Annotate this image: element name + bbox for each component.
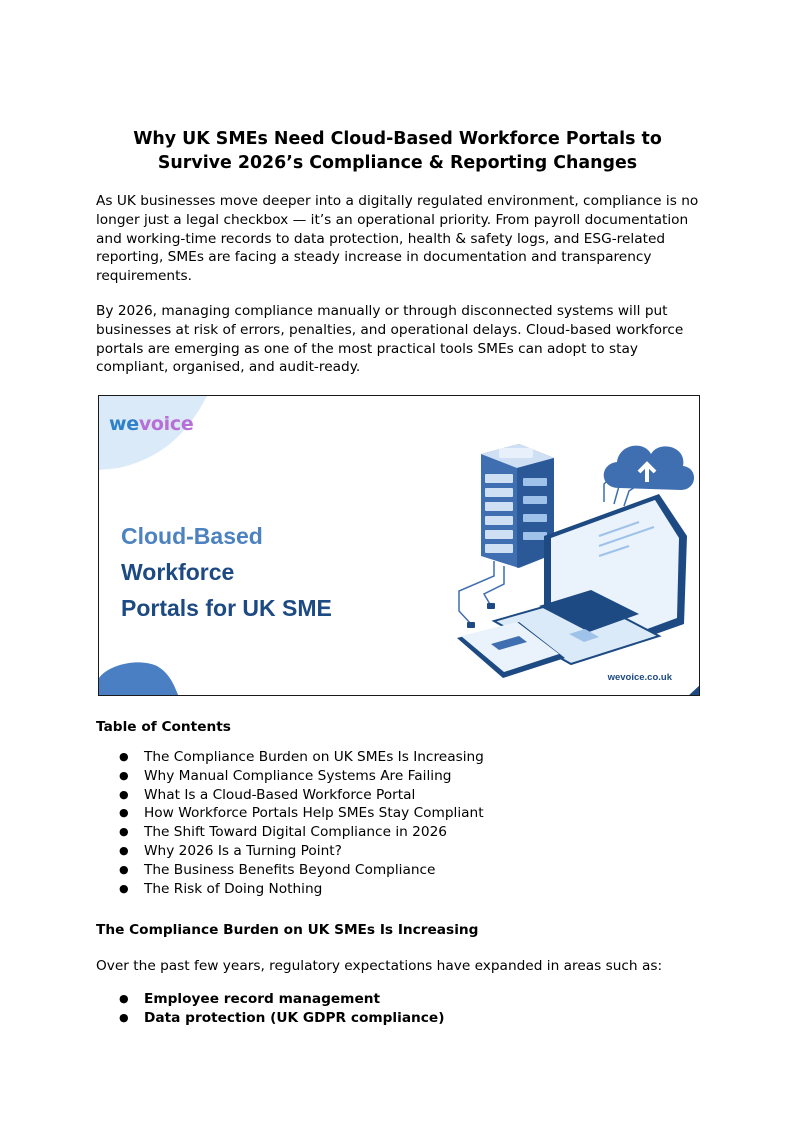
list-item-label: Data protection (UK GDPR compliance) <box>144 1009 445 1026</box>
compliance-areas-list <box>96 990 444 1028</box>
toc-heading: Table of Contents <box>96 719 231 735</box>
paragraph-line: longer just a legal checkbox — it’s an operational priority. From payroll documentation <box>96 211 689 228</box>
wevoice-logo <box>109 413 193 435</box>
toc-item-label: The Shift Toward Digital Compliance in 2026 <box>144 824 448 841</box>
paragraph-line: portals are emerging as one of the most practical tools SMEs can adopt to stay <box>96 340 638 357</box>
intro-paragraph <box>96 192 698 286</box>
title-line: Survive 2026’s Compliance & Reporting Changes <box>157 153 638 173</box>
paragraph-line: By 2026, managing compliance manually or through disconnected systems will put <box>96 303 668 319</box>
toc-item-label: Why Manual Compliance Systems Are Failing <box>144 767 452 784</box>
toc-item-label: What Is a Cloud-Based Workforce Portal <box>144 786 416 803</box>
logo-text-part: we <box>109 413 139 435</box>
bullet-icon: ● <box>119 862 129 876</box>
title-line: Why UK SMEs Need Cloud-Based Workforce Portals to <box>133 129 662 149</box>
banner-image <box>98 395 700 696</box>
bullet-icon: ● <box>119 806 129 820</box>
bottom-left-shape <box>99 662 179 696</box>
paragraph-line: compliant, organised, and audit-ready. <box>96 359 361 376</box>
toc-item[interactable] <box>96 804 484 823</box>
toc-item[interactable] <box>96 823 484 842</box>
toc-item[interactable] <box>96 842 484 861</box>
document-title <box>96 127 699 175</box>
bullet-icon: ● <box>119 750 129 763</box>
toc-item-label: The Compliance Burden on UK SMEs Is Increasing <box>144 749 484 765</box>
second-paragraph <box>96 302 683 377</box>
banner-title-line2: Portals for UK SME <box>121 595 332 621</box>
paragraph-line: businesses at risk of errors, penalties, and operational delays. Cloud-based workforce <box>96 321 684 338</box>
banner-title-light: Cloud-Based <box>121 523 263 549</box>
toc-item[interactable] <box>96 767 484 786</box>
toc-item-label: The Business Benefits Beyond Compliance <box>144 861 436 878</box>
toc-item[interactable] <box>96 786 484 805</box>
corner-shape <box>687 684 700 696</box>
banner-title-dark: Workforce <box>121 559 235 585</box>
toc-item[interactable] <box>96 880 484 899</box>
paragraph-line: and working-time records to data protection, health & safety logs, and ESG-related <box>96 230 666 247</box>
list-item <box>96 1009 444 1028</box>
bullet-icon: ● <box>119 768 129 782</box>
banner-title <box>121 518 332 626</box>
logo-text-part: voice <box>138 413 194 435</box>
toc-item[interactable] <box>96 861 484 880</box>
list-item <box>96 990 444 1009</box>
bullet-icon: ● <box>119 843 129 857</box>
section-heading: The Compliance Burden on UK SMEs Is Increasing <box>96 922 479 938</box>
paragraph-line: reporting, SMEs are facing a steady increase in documentation and transparency <box>96 249 652 266</box>
cloud-icon <box>604 446 694 490</box>
bullet-icon: ● <box>119 1010 129 1024</box>
paragraph-line: requirements. <box>96 268 192 285</box>
paragraph-line: As UK businesses move deeper into a digitally regulated environment, compliance is no <box>96 193 699 209</box>
section-intro: Over the past few years, regulatory expectations have expanded in areas such as: <box>96 958 663 974</box>
bullet-icon: ● <box>119 881 129 895</box>
toc-item-label: How Workforce Portals Help SMEs Stay Compliant <box>144 805 484 822</box>
bullet-icon: ● <box>119 992 129 1005</box>
table-of-contents <box>96 748 484 898</box>
bullet-icon: ● <box>119 787 129 801</box>
server-rack-icon <box>481 444 554 568</box>
bullet-icon: ● <box>119 825 129 839</box>
toc-item-label: The Risk of Doing Nothing <box>144 880 323 897</box>
banner-site-url: wevoice.co.uk <box>607 672 672 683</box>
list-item-label: Employee record management <box>144 991 381 1007</box>
toc-item[interactable] <box>96 748 484 767</box>
toc-item-label: Why 2026 Is a Turning Point? <box>144 842 342 859</box>
plug-icons <box>467 603 495 628</box>
